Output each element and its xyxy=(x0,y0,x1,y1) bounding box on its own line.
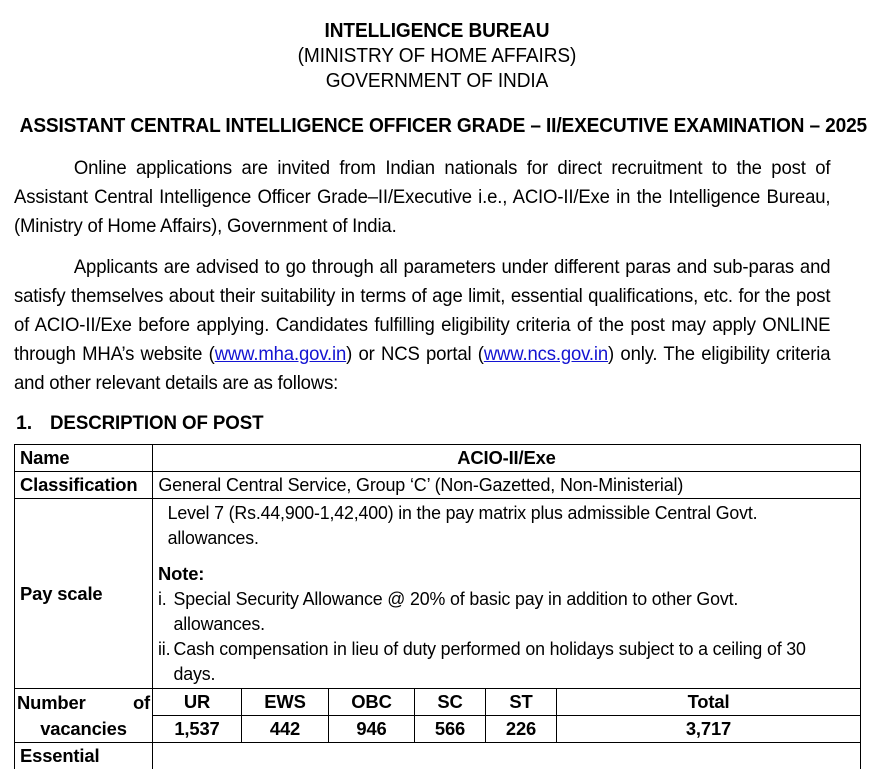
section-number: 1. xyxy=(16,412,50,435)
header-organization: INTELLIGENCE BUREAU xyxy=(31,18,844,43)
row-label-number-of-vacancies xyxy=(15,689,153,743)
payscale-note-heading: Note: xyxy=(158,562,855,586)
note-marker: i. xyxy=(158,586,173,636)
paragraph-online-applications: Online applications are invited from Indian nationals for direct recruitment to the post of Assistant Central Intelligence Officer Grade–II/Executive i.e., ACIO-II/Exe in the Intelligence Bureau, (Ministry of Home Affairs), Government of India. xyxy=(14,154,830,241)
table-row-name xyxy=(15,445,861,472)
row-label-classification: Classification xyxy=(15,472,153,499)
note-text: Cash compensation in lieu of duty performed on holidays subject to a ceiling of 30 days. xyxy=(173,636,832,686)
document-header xyxy=(0,0,874,93)
vacancies-label-word-of: of xyxy=(133,690,150,716)
paragraph-text-part1: Applicants are advised to go through all parameters under different paras and sub-paras and satisfy themselves about their suitability in terms of age limit, essential qualifications, etc. for the post of ACIO-II/Exe before applying. Candidates fulfilling eligibility criteria of the post may apply ONLINE through MHA’s website ( xyxy=(14,257,830,365)
vacancies-label-word-number: Number xyxy=(17,690,86,716)
row-value-name: ACIO-II/Exe xyxy=(153,445,861,472)
vacancy-header-total: Total xyxy=(557,689,861,716)
vacancy-value-sc: 566 xyxy=(415,716,486,743)
row-label-payscale: Pay scale xyxy=(15,499,153,689)
table-row-payscale xyxy=(15,499,861,689)
note-text: Special Security Allowance @ 20% of basic pay in addition to other Govt. allowances. xyxy=(173,586,832,636)
table-row-vacancy-headers xyxy=(15,689,861,716)
section-title: DESCRIPTION OF POST xyxy=(50,412,263,435)
note-marker: ii. xyxy=(158,636,173,686)
ncs-portal-link[interactable]: www.ncs.gov.in xyxy=(484,344,608,365)
row-value-classification: General Central Service, Group ‘C’ (Non-Gazetted, Non-Ministerial) xyxy=(153,472,843,499)
vacancies-label-word-vacancies: vacancies xyxy=(17,716,150,742)
header-government: GOVERNMENT OF INDIA xyxy=(31,68,844,93)
vacancy-header-sc: SC xyxy=(415,689,486,716)
payscale-note-item xyxy=(158,636,833,686)
vacancy-header-ur: UR xyxy=(153,689,242,716)
row-value-payscale xyxy=(153,499,861,689)
vacancy-value-ur: 1,537 xyxy=(153,716,242,743)
vacancy-header-ews: EWS xyxy=(242,689,329,716)
vacancy-value-obc: 946 xyxy=(329,716,415,743)
vacancy-value-st: 226 xyxy=(486,716,557,743)
vacancy-header-st: ST xyxy=(486,689,557,716)
paragraph-applicants-advised xyxy=(14,253,830,398)
row-label-name: Name xyxy=(15,445,153,472)
description-of-post-table xyxy=(14,444,861,769)
section-heading-description-of-post xyxy=(0,412,874,435)
table-row-classification xyxy=(15,472,861,499)
exam-title: ASSISTANT CENTRAL INTELLIGENCE OFFICER GRADE – II/EXECUTIVE EXAMINATION – 2025 xyxy=(20,114,855,138)
header-ministry: (MINISTRY OF HOME AFFAIRS) xyxy=(31,43,844,68)
intro-body xyxy=(14,138,860,398)
paragraph-text-part2: ) or NCS portal ( xyxy=(346,344,484,365)
mha-website-link[interactable]: www.mha.gov.in xyxy=(215,344,346,365)
payscale-note-item xyxy=(158,586,833,636)
row-value-essential xyxy=(153,743,861,769)
table-row-essential-clipped xyxy=(15,743,861,769)
vacancy-value-ews: 442 xyxy=(242,716,329,743)
vacancy-value-total: 3,717 xyxy=(557,716,861,743)
paragraph-text-part3: ) only. The eligibility criteria and other relevant details are as follows: xyxy=(14,344,830,394)
payscale-level-line: Level 7 (Rs.44,900-1,42,400) in the pay matrix plus admissible Central Govt. allowances. xyxy=(158,500,831,550)
vacancy-header-obc: OBC xyxy=(329,689,415,716)
row-label-essential: Essential xyxy=(15,743,153,769)
